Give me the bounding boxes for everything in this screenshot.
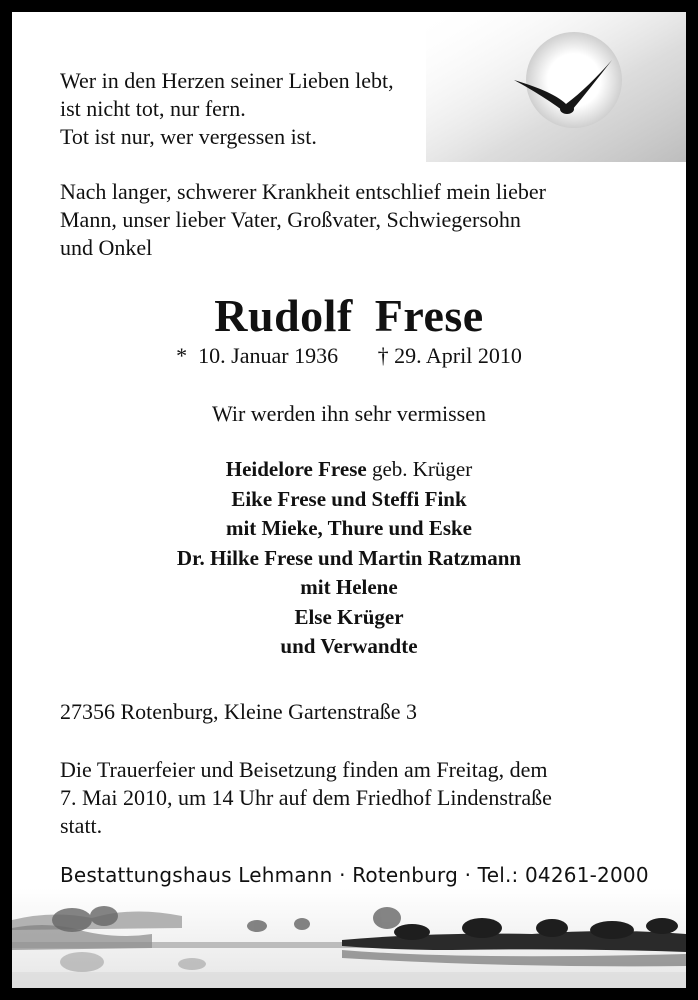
intro-line: und Onkel xyxy=(60,235,153,260)
intro-line: Mann, unser lieber Vater, Großvater, Schwiegersohn xyxy=(60,207,521,232)
sun-icon xyxy=(526,32,622,128)
family-list xyxy=(12,455,686,662)
family-first-suffix: geb. Krüger xyxy=(366,457,473,481)
family-line xyxy=(12,455,686,485)
poem-line: ist nicht tot, nur fern. xyxy=(60,96,246,121)
poem xyxy=(60,67,394,151)
funeral-line: 7. Mai 2010, um 14 Uhr auf dem Friedhof Lindenstraße xyxy=(60,785,552,810)
family-line: mit Mieke, Thure und Eske xyxy=(225,516,472,540)
address-line: 27356 Rotenburg, Kleine Gartenstraße 3 xyxy=(60,699,418,724)
address xyxy=(60,698,417,726)
family-line: mit Helene xyxy=(300,575,398,599)
funeral-line: Die Trauerfeier und Beisetzung finden am Freitag, dem xyxy=(60,757,548,782)
message: Wir werden ihn sehr vermissen xyxy=(211,401,487,426)
death-date: † 29. April 2010 xyxy=(377,343,522,368)
funeral-info xyxy=(60,756,552,840)
deceased-name: Rudolf Frese xyxy=(214,290,484,341)
sky-image xyxy=(386,12,686,162)
poem-line: Tot ist nur, wer vergessen ist. xyxy=(60,124,317,149)
family-line: Else Krüger xyxy=(294,604,404,629)
landscape-image xyxy=(12,888,686,988)
birth-date: * 10. Januar 1936 xyxy=(176,343,339,368)
family-line: Dr. Hilke Frese und Martin Ratzmann xyxy=(176,545,522,570)
family-line: Eike Frese und Steffi Fink xyxy=(231,486,467,511)
funeral-line: statt. xyxy=(60,813,103,838)
poem-line: Wer in den Herzen seiner Lieben lebt, xyxy=(60,68,394,93)
intro-text xyxy=(60,178,546,262)
undertaker-info: Bestattungshaus Lehmann · Rotenburg · Tel.: 04261-2000 xyxy=(60,863,649,887)
family-line: und Verwandte xyxy=(280,634,418,658)
family-first-name: Heidelore Frese xyxy=(225,457,367,481)
life-dates xyxy=(12,342,686,370)
intro-line: Nach langer, schwerer Krankheit entschlief mein lieber xyxy=(60,179,546,204)
